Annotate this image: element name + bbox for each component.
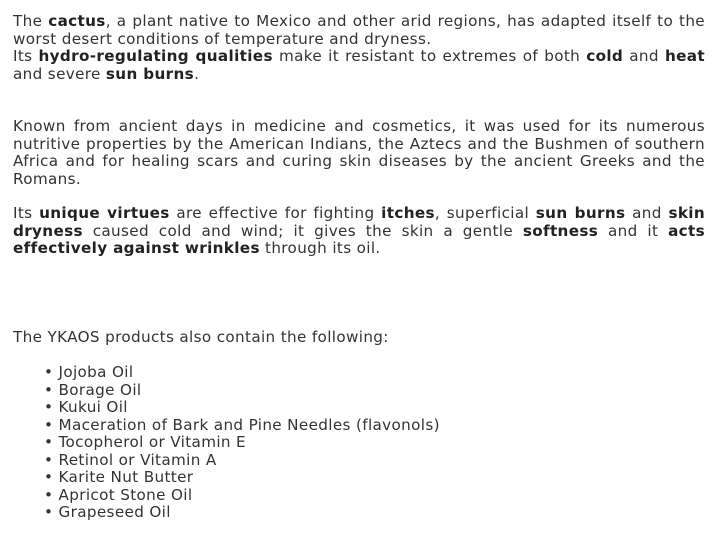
text-span: through its oil. <box>259 239 381 257</box>
keyword-softness: softness <box>522 221 599 240</box>
text-span: , a plant native to Mexico and other arid regions, has adapted itself to the worst desert conditions of temperature and dryness. <box>13 12 705 48</box>
text-span: The <box>13 12 49 30</box>
history-paragraph: Known from ancient days in medicine and cosmetics, it was used for its numerous nutritive properties by the American Indians, the Aztecs and the Bushmen of southern Africa and for healing scars and curing skin diseases by the ancient Greeks and the Romans. <box>13 117 705 188</box>
list-item: • Apricot Stone Oil <box>44 487 440 505</box>
text-span: , superficial <box>434 204 536 222</box>
text-span: and <box>625 204 669 222</box>
cactus-paragraph <box>13 13 705 83</box>
text-span: and <box>623 47 665 65</box>
list-item: • Jojoba Oil <box>44 364 440 382</box>
text-span: and it <box>598 221 669 240</box>
list-item: • Karite Nut Butter <box>44 469 440 487</box>
ingredients-intro: The YKAOS products also contain the following: <box>13 328 389 346</box>
list-item: • Maceration of Bark and Pine Needles (flavonols) <box>44 417 440 435</box>
list-item: • Tocopherol or Vitamin E <box>44 434 440 452</box>
keyword-sun-burns: sun burns <box>105 64 195 83</box>
text-span: are effective for fighting <box>169 204 382 222</box>
ingredients-list <box>44 364 440 522</box>
keyword-hydro-regulating: hydro-regulating qualities <box>38 47 273 65</box>
keyword-itches: itches <box>381 204 435 222</box>
keyword-heat: heat <box>664 47 706 65</box>
keyword-unique-virtues: unique virtues <box>39 204 170 222</box>
text-span: Its <box>13 47 39 65</box>
text-span: and severe <box>13 64 106 83</box>
text-span: caused cold and wind; it gives the skin a gentle <box>82 221 523 240</box>
keyword-cold: cold <box>586 47 624 65</box>
list-item: • Borage Oil <box>44 382 440 400</box>
list-item: • Kukui Oil <box>44 399 440 417</box>
keyword-cactus: cactus <box>48 12 106 30</box>
virtues-paragraph <box>13 205 705 258</box>
text-span: Its <box>13 204 40 222</box>
list-item: • Grapeseed Oil <box>44 504 440 522</box>
list-item: • Retinol or Vitamin A <box>44 452 440 470</box>
keyword-wrinkles: acts effectively against wrinkles <box>13 221 706 257</box>
text-span: make it resistant to extremes of both <box>272 47 587 65</box>
keyword-sun-burns: sun burns <box>535 204 626 222</box>
keyword-skin-dryness: skin dryness <box>13 204 706 240</box>
text-span: . <box>194 64 200 83</box>
